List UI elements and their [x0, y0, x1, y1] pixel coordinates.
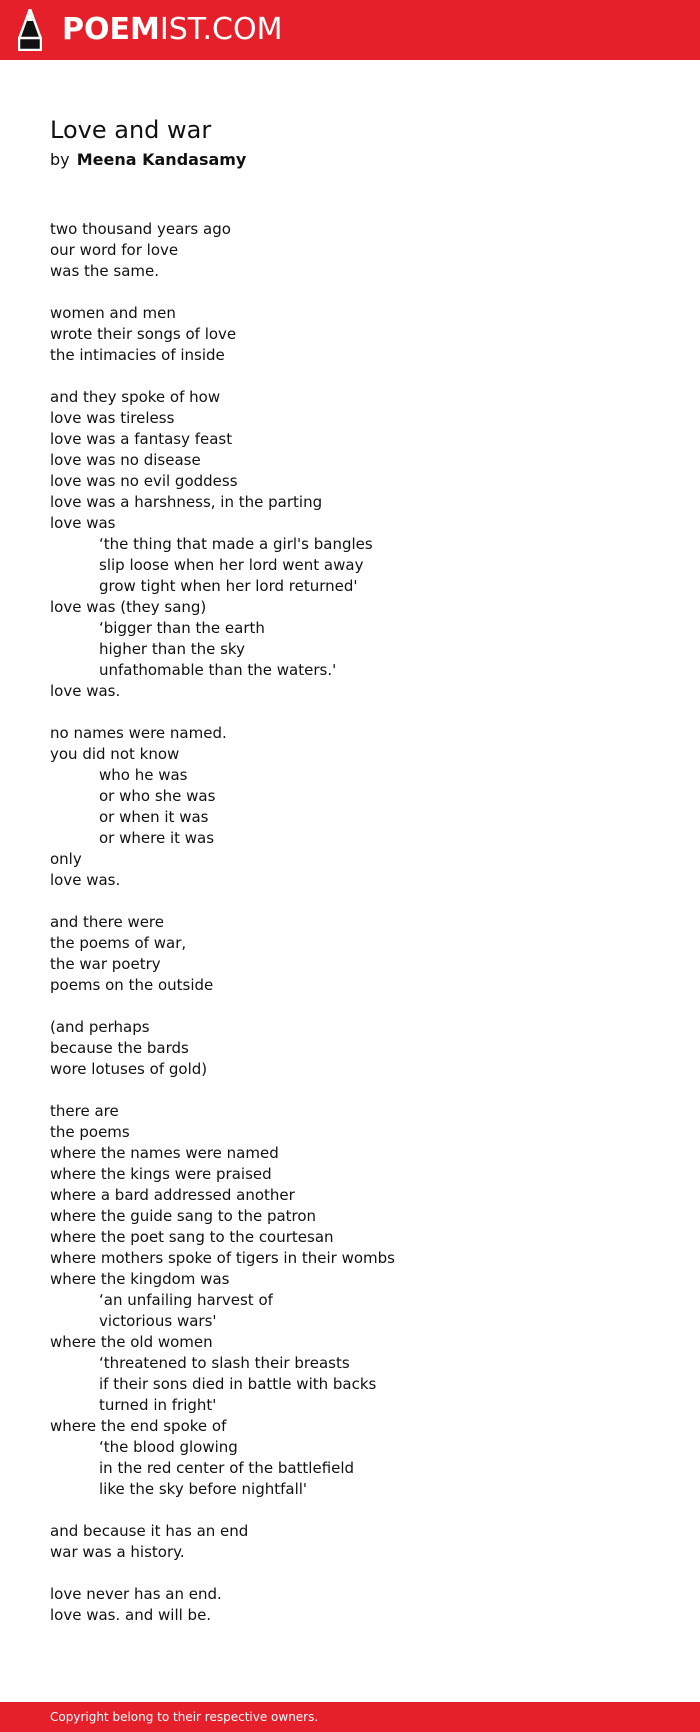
site-logo-link[interactable]	[18, 8, 282, 52]
site-footer	[0, 1702, 700, 1732]
poem-line: where the guide sang to the patron	[50, 1207, 317, 1225]
poem-line: love was a harshness, in the parting	[50, 493, 323, 511]
stanza-break	[50, 366, 670, 387]
poem-line: turned in fright'	[99, 1396, 217, 1414]
poem-line: (and perhaps	[50, 1018, 150, 1036]
poem-line: was the same.	[50, 262, 160, 280]
poem-line: in the red center of the battlefield	[99, 1459, 355, 1477]
poem-line: our word for love	[50, 241, 179, 259]
poem-line: victorious wars'	[99, 1312, 217, 1330]
poem-line: ‘the blood glowing	[99, 1438, 238, 1456]
stanza-break	[50, 702, 670, 723]
poem-line: where the poet sang to the courtesan	[50, 1228, 334, 1246]
copyright-text: Copyright belong to their respective owners.	[50, 1710, 319, 1724]
poem-line: higher than the sky	[99, 640, 245, 658]
poem-line: love was no disease	[50, 451, 201, 469]
stanza-break	[50, 996, 670, 1017]
poem-line: ‘an unfailing harvest of	[99, 1291, 273, 1309]
poem-line: love was	[50, 514, 116, 532]
by-label: by	[50, 150, 70, 169]
poem-line: love never has an end.	[50, 1585, 222, 1603]
brand-name	[62, 8, 282, 52]
poem-line: love was tireless	[50, 409, 175, 427]
site-header	[0, 0, 700, 60]
poem-line: wore lotuses of gold)	[50, 1060, 208, 1078]
stanza-break	[50, 1563, 670, 1584]
poem-line: the poems of war,	[50, 934, 187, 952]
poem-line: love was.	[50, 682, 121, 700]
poem-line: the war poetry	[50, 955, 161, 973]
poem-line: ‘the thing that made a girl's bangles	[99, 535, 373, 553]
poem-line: because the bards	[50, 1039, 189, 1057]
poem-line: women and men	[50, 304, 176, 322]
byline	[50, 148, 670, 172]
poem-line: ‘bigger than the earth	[99, 619, 265, 637]
poem-line: love was. and will be.	[50, 1606, 212, 1624]
poem-line: who he was	[99, 766, 188, 784]
stanza-break	[50, 1080, 670, 1101]
poem-line: two thousand years ago	[50, 220, 231, 238]
brand-light: IST.COM	[159, 12, 283, 47]
poem-line: like the sky before nightfall'	[99, 1480, 308, 1498]
poem-line: war was a history.	[50, 1543, 185, 1561]
stanza-break	[50, 282, 670, 303]
poem-line: love was no evil goddess	[50, 472, 238, 490]
poem-line: poems on the outside	[50, 976, 214, 994]
poem-line: there are	[50, 1102, 119, 1120]
poem-line: ‘threatened to slash their breasts	[99, 1354, 350, 1372]
poem-line: where the old women	[50, 1333, 213, 1351]
poem-line: wrote their songs of love	[50, 325, 237, 343]
poem-line: love was.	[50, 871, 121, 889]
brand-bold: POEM	[62, 12, 160, 47]
poem-line: and they spoke of how	[50, 388, 221, 406]
poem-line: you did not know	[50, 745, 180, 763]
poem-line: and there were	[50, 913, 165, 931]
poem-line: the poems	[50, 1123, 130, 1141]
poem-header	[50, 112, 670, 172]
poem-line: where the kings were praised	[50, 1165, 272, 1183]
poem-line: or when it was	[99, 808, 209, 826]
poem-line: love was (they sang)	[50, 598, 207, 616]
poem-line: only	[50, 850, 82, 868]
poem-line: the intimacies of inside	[50, 346, 225, 364]
poem-line: where the end spoke of	[50, 1417, 227, 1435]
poem-line: or where it was	[99, 829, 215, 847]
poem-line: where mothers spoke of tigers in their wombs	[50, 1249, 395, 1267]
poem-body	[50, 219, 670, 1626]
stanza-break	[50, 1500, 670, 1521]
poem-line: and because it has an end	[50, 1522, 249, 1540]
poem-line: grow tight when her lord returned'	[99, 577, 358, 595]
poem-line: no names were named.	[50, 724, 227, 742]
poem-title: Love and war	[50, 116, 212, 144]
poem-line: love was a fantasy feast	[50, 430, 233, 448]
pencil-icon	[18, 9, 42, 51]
author-name: Meena Kandasamy	[76, 150, 247, 169]
stanza-break	[50, 891, 670, 912]
poem-line: if their sons died in battle with backs	[99, 1375, 377, 1393]
poem-line: unfathomable than the waters.'	[99, 661, 337, 679]
poem-line: or who she was	[99, 787, 216, 805]
poem-line: where the kingdom was	[50, 1270, 230, 1288]
poem-line: where the names were named	[50, 1144, 279, 1162]
poem-line: slip loose when her lord went away	[99, 556, 364, 574]
poem-line: where a bard addressed another	[50, 1186, 295, 1204]
